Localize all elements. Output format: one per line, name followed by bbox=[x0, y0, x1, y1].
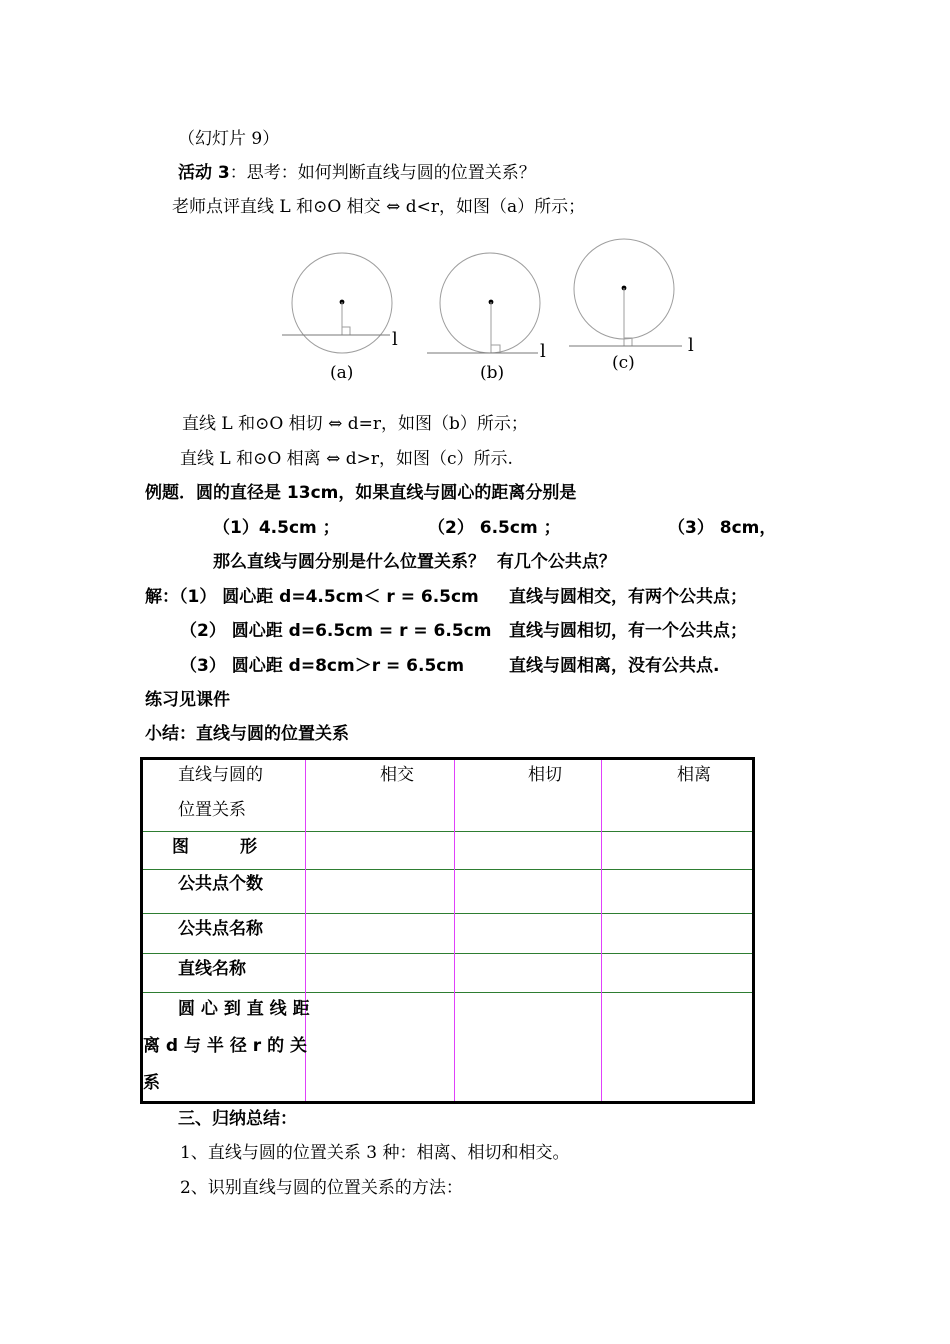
intersect-criterion: 老师点评直线 L 和⊙O 相交 ⇔ d<r，如图（a）所示； bbox=[172, 197, 586, 217]
row-divider bbox=[143, 913, 752, 914]
summary-table bbox=[140, 757, 755, 1104]
slide-label: （幻灯片 9） bbox=[178, 129, 280, 149]
case-2-text: （2） 6.5cm ； bbox=[428, 518, 561, 538]
col-divider bbox=[454, 760, 455, 1101]
caption-c: (c) bbox=[612, 353, 635, 373]
row-relation-label-2: 离 d 与 半 径 r 的 关 bbox=[143, 1036, 307, 1056]
row-relation-label-3: 系 bbox=[143, 1073, 160, 1093]
right-angle-a bbox=[342, 327, 350, 335]
line-label-c: l bbox=[688, 335, 694, 356]
example-question: 那么直线与圆分别是什么位置关系？ 有几个公共点？ bbox=[213, 552, 616, 572]
line-label-a: l bbox=[392, 329, 398, 350]
activity-question: ：思考：如何判断直线与圆的位置关系？ bbox=[229, 163, 536, 183]
case-3-text: （3） 8cm， bbox=[668, 518, 777, 538]
header-separate: 相离 bbox=[677, 765, 711, 785]
conclusion-heading: 三、归纳总结： bbox=[178, 1109, 297, 1129]
activity-label: 活动 3 bbox=[178, 163, 230, 183]
row-divider bbox=[143, 992, 752, 993]
example-case-2 bbox=[428, 517, 561, 539]
tangent-criterion: 直线 L 和⊙O 相切 ⇔ d=r，如图（b）所示； bbox=[182, 414, 528, 434]
solution-3-label: （3） 圆心距 d=8cm＞r = 6.5cm bbox=[180, 656, 465, 676]
conclusion-item-1: 1、直线与圆的位置关系 3 种：相离、相切和相交。 bbox=[180, 1143, 570, 1163]
solution-1-result: 直线与圆相交，有两个公共点； bbox=[509, 587, 747, 607]
header-relation-1: 直线与圆的 bbox=[178, 765, 263, 785]
col-divider bbox=[601, 760, 602, 1101]
circle-figures bbox=[0, 0, 950, 400]
solution-2-result: 直线与圆相切，有一个公共点； bbox=[509, 621, 747, 641]
solution-3-result: 直线与圆相离，没有公共点. bbox=[509, 656, 720, 676]
row-divider bbox=[143, 953, 752, 954]
row-shape-label: 图 形 bbox=[172, 837, 257, 857]
case-1-text: （1）4.5cm ； bbox=[213, 518, 340, 538]
caption-b: (b) bbox=[480, 363, 505, 383]
example-statement: 例题．圆的直径是 13cm，如果直线与圆心的距离分别是 bbox=[145, 483, 577, 503]
row-divider bbox=[143, 869, 752, 870]
row-divider bbox=[143, 831, 752, 832]
solution-1-label: 解：（1） 圆心距 d=4.5cm＜ r = 6.5cm bbox=[145, 587, 479, 607]
line-label-b: l bbox=[540, 341, 546, 362]
header-tangent: 相切 bbox=[528, 765, 562, 785]
row-count-label: 公共点个数 bbox=[178, 874, 263, 894]
summary-heading: 小结：直线与圆的位置关系 bbox=[145, 724, 349, 744]
conclusion-item-2: 2、识别直线与圆的位置关系的方法： bbox=[180, 1178, 463, 1198]
separate-criterion: 直线 L 和⊙O 相离 ⇔ d>r，如图（c）所示. bbox=[180, 449, 513, 469]
example-case-1 bbox=[213, 517, 340, 539]
row-relation-label-1: 圆 心 到 直 线 距 bbox=[178, 999, 310, 1019]
practice-note: 练习见课件 bbox=[145, 690, 230, 710]
row-point-name-label: 公共点名称 bbox=[178, 919, 263, 939]
caption-a: (a) bbox=[330, 363, 354, 383]
row-line-name-label: 直线名称 bbox=[178, 959, 246, 979]
example-case-3 bbox=[668, 517, 776, 539]
header-relation-2: 位置关系 bbox=[178, 800, 246, 820]
header-intersect: 相交 bbox=[380, 765, 414, 785]
solution-2-label: （2） 圆心距 d=6.5cm = r = 6.5cm bbox=[180, 621, 492, 641]
